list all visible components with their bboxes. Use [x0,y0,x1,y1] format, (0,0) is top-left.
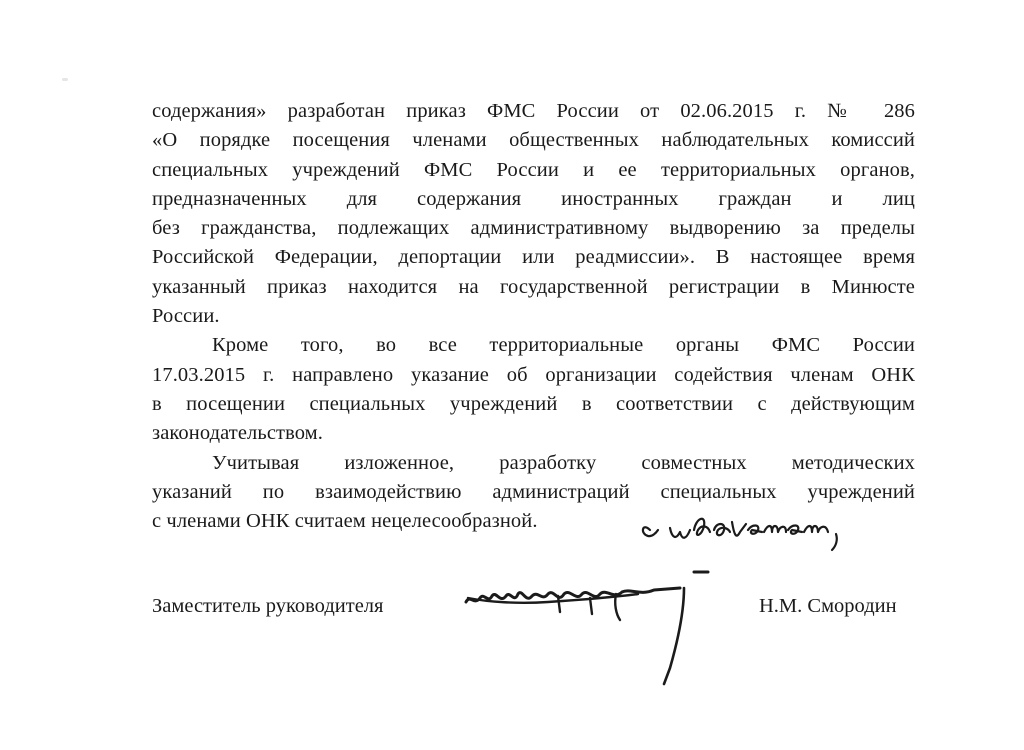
paragraph-1-line: специальных учреждений ФМС России и ее территориальных органов, [152,158,915,181]
paragraph-3-line: с членами ОНК считаем нецелесообразной. [152,510,538,533]
paragraph-1-line: Российской Федерации, депортации или реадмиссии». В настоящее время [152,246,915,269]
handwritten-signature [458,560,718,690]
paragraph-1-line: содержания» разработан приказ ФМС России от 02.06.2015 г. № 286 [152,100,915,122]
scan-artifact [62,78,68,81]
paragraph-1-line: без гражданства, подлежащих административному выдворению за пределы [152,217,915,240]
paragraph-1-line: «О порядке посещения членами общественных наблюдательных комиссий [152,129,915,152]
paragraph-3-line: Учитывая изложенное, разработку совместных методических [212,451,915,474]
paragraph-3-line: указаний по взаимодействию администраций специальных учреждений [152,480,915,503]
signatory-position: Заместитель руководителя [152,595,384,617]
paragraph-1-line: указанный приказ находится на государственной регистрации в Минюсте [152,275,915,298]
paragraph-2-line: в посещении специальных учреждений в соответствии с действующим [152,392,915,415]
paragraph-1-line: предназначенных для содержания иностранных граждан и лиц [152,187,915,210]
paragraph-2-line: Кроме того, во все территориальные органы ФМС России [212,334,915,357]
signatory-name: Н.М. Смородин [759,595,897,617]
paragraph-2-line: 17.03.2015 г. направлено указание об организации содействия членам ОНК [152,363,915,386]
paragraph-1-line: России. [152,305,220,328]
letter-body [152,97,915,536]
handwritten-regards [636,500,896,560]
paragraph-2-line: законодательством. [152,422,323,445]
